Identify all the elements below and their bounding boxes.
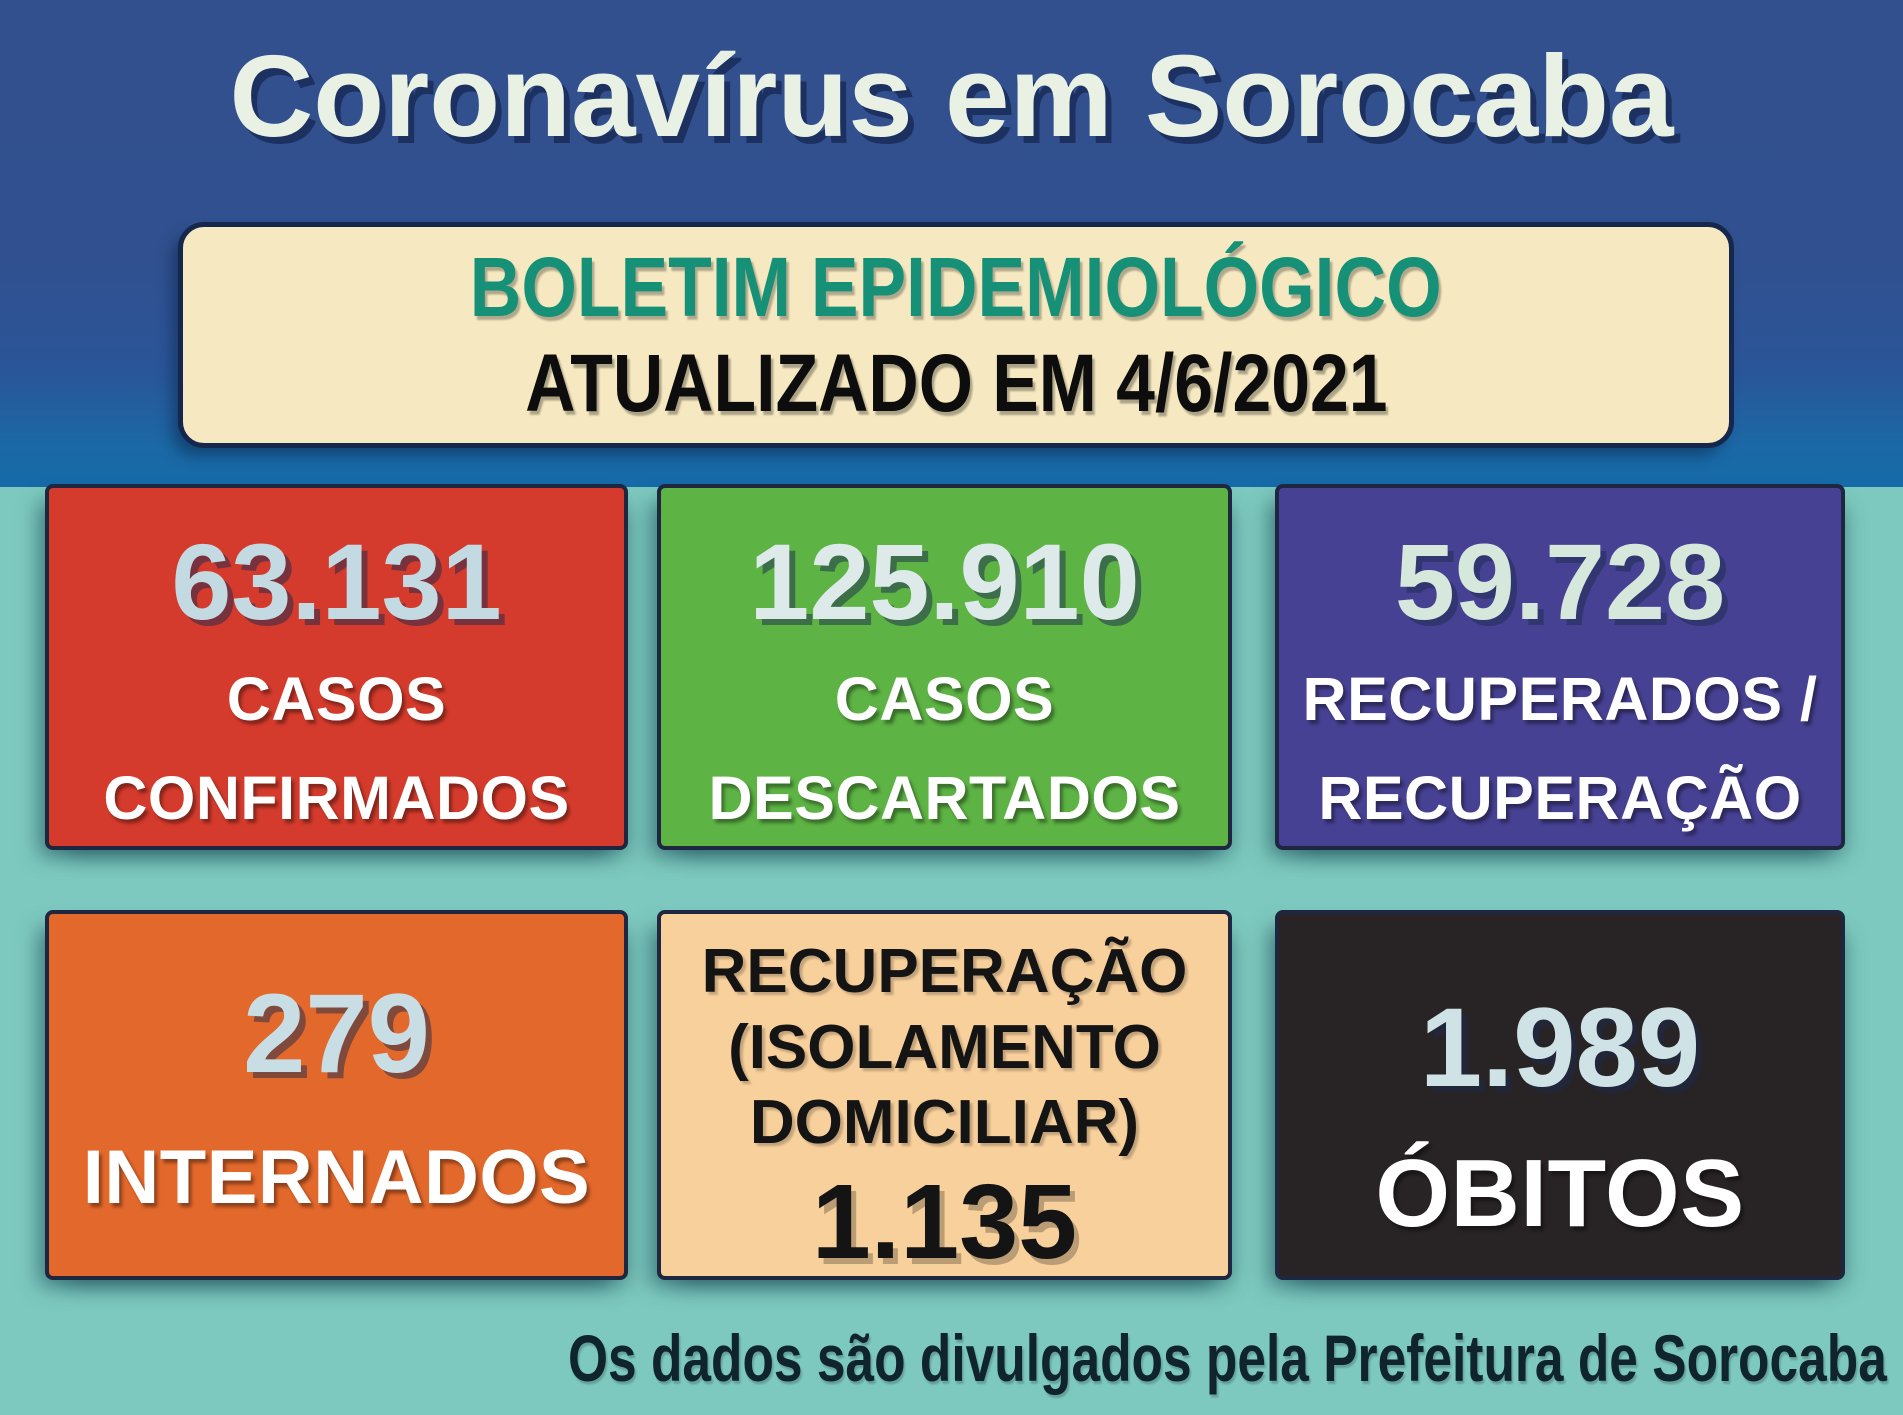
stat-value-recuperados: 59.728 [1394,521,1726,642]
stat-label-line: ÓBITOS [1375,1140,1745,1247]
stat-heading-line: DOMICILIAR) [749,1088,1140,1158]
bulletin-title: BOLETIM EPIDEMIOLÓGICO [470,239,1442,334]
stat-value-recuperacao-isolamento: 1.135 [811,1162,1078,1281]
stat-card-obitos [1275,910,1845,1280]
stat-heading-recuperacao-isolamento [702,934,1188,1161]
stat-label-line: CASOS [226,665,447,733]
stat-heading-line: RECUPERAÇÃO [701,937,1188,1006]
stat-label-line: INTERNADOS [82,1135,591,1220]
stat-label-obitos [1375,1140,1745,1247]
stat-label-line: DESCARTADOS [708,763,1181,832]
stat-card-casos-confirmados [45,484,628,850]
stat-label-recuperados [1303,650,1818,848]
data-source-note: Os dados são divulgados pela Prefeitura de Sorocaba [568,1320,1887,1395]
stat-label-internados [83,1136,590,1220]
stat-card-recuperacao-isolamento [657,910,1232,1280]
stat-value-internados: 279 [243,971,430,1096]
stat-label-line: RECUPERAÇÃO [1318,763,1802,832]
stat-card-casos-descartados [657,484,1232,850]
bulletin-header-box [178,222,1734,448]
stat-card-recuperados [1275,484,1845,850]
stat-label-line: RECUPERADOS / [1302,665,1818,733]
stat-value-obitos: 1.989 [1419,985,1701,1110]
stat-card-internados [45,910,628,1280]
page-title: Coronavírus em Sorocaba [229,31,1674,161]
stat-label-casos-confirmados [103,650,569,848]
stat-value-casos-confirmados: 63.131 [171,521,502,642]
bulletin-updated-date: ATUALIZADO EM 4/6/2021 [524,338,1388,430]
stat-label-casos-descartados [708,650,1180,848]
stat-heading-line: (ISOLAMENTO [728,1012,1161,1082]
stat-label-line: CONFIRMADOS [103,763,570,832]
stat-label-line: CASOS [834,665,1055,733]
stat-value-casos-descartados: 125.910 [749,521,1140,642]
